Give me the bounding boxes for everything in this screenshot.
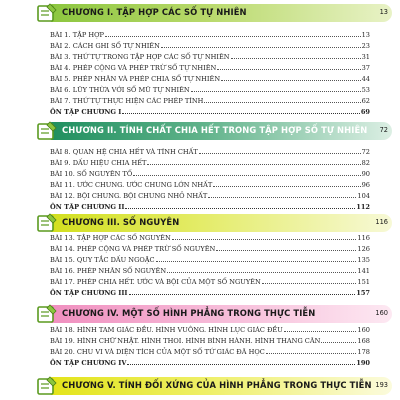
toc-review-entry[interactable] (50, 358, 370, 367)
chapter-page: 13 (379, 8, 388, 16)
entry-page: 135 (357, 256, 370, 264)
toc-entry[interactable] (50, 41, 370, 50)
notebook-pencil-icon (36, 212, 58, 234)
chapter-page: 193 (375, 381, 388, 389)
dot-leader (204, 96, 360, 103)
entry-page: 151 (357, 278, 370, 286)
notebook-pencil-icon (36, 2, 58, 24)
dot-leader (266, 347, 357, 354)
entry-page: 53 (361, 86, 370, 94)
entry-title: BÀI 5. PHÉP NHÂN VÀ PHÉP CHIA SỐ TỰ NHIÊN (50, 75, 221, 83)
toc-entry[interactable] (50, 180, 370, 189)
chapter-title: CHƯƠNG I. TẬP HỢP CÁC SỐ TỰ NHIÊN (62, 7, 247, 17)
toc-review-entry[interactable] (50, 288, 370, 297)
toc-review-entry[interactable] (50, 202, 370, 211)
dot-leader (221, 74, 360, 81)
entry-title: BÀI 16. PHÉP NHÂN SỐ NGUYÊN (50, 267, 167, 275)
toc-entry[interactable] (50, 191, 370, 200)
notebook-pencil-icon (36, 375, 58, 397)
toc-entry[interactable] (50, 96, 370, 105)
toc-entry[interactable] (50, 336, 370, 345)
entry-page: 90 (361, 170, 370, 178)
entry-title: ÔN TẬP CHƯƠNG I (50, 108, 122, 116)
entry-title: BÀI 8. QUAN HỆ CHIA HẾT VÀ TÍNH CHẤT (50, 148, 198, 156)
toc-review-entry[interactable] (50, 107, 370, 116)
entry-title: BÀI 2. CÁCH GHI SỐ TỰ NHIÊN (50, 42, 160, 50)
entry-page: 69 (360, 108, 370, 116)
notebook-pencil-icon (36, 303, 58, 325)
notebook-pencil-icon (36, 120, 58, 142)
entry-page: 160 (357, 326, 370, 334)
entry-page: 72 (361, 148, 370, 156)
dot-leader (156, 255, 357, 262)
entry-title: BÀI 19. HÌNH CHỮ NHẬT. HÌNH THOI. HÌNH BÌNH HÀNH. HÌNH THANG CÂN (50, 337, 321, 345)
toc-entry[interactable] (50, 277, 370, 286)
dot-leader (133, 169, 360, 176)
entry-title: BÀI 12. BỘI CHUNG. BỘI CHUNG NHỎ NHẤT (50, 192, 208, 200)
toc-entry[interactable] (50, 347, 370, 356)
entry-title: BÀI 20. CHU VI VÀ DIỆN TÍCH CỦA MỘT SỐ TỨ GIÁC ĐÃ HỌC (50, 348, 265, 356)
dot-leader (127, 358, 355, 365)
chapter-title: CHƯƠNG III. SỐ NGUYÊN (62, 217, 180, 227)
dot-leader (125, 202, 355, 209)
dot-leader (129, 288, 356, 295)
toc-entry[interactable] (50, 63, 370, 72)
toc-entry[interactable] (50, 266, 370, 275)
entry-page: 13 (361, 31, 370, 39)
entry-title: BÀI 10. SỐ NGUYÊN TỐ (50, 170, 133, 178)
entry-page: 141 (357, 267, 370, 275)
entry-page: 62 (361, 97, 370, 105)
dot-leader (321, 336, 356, 343)
entry-title: ÔN TẬP CHƯƠNG II (50, 203, 125, 211)
dot-leader (208, 191, 356, 198)
entry-page: 190 (356, 359, 370, 367)
entry-page: 116 (357, 234, 370, 242)
entry-page: 157 (356, 289, 370, 297)
dot-leader (231, 52, 361, 59)
entry-page: 126 (357, 245, 370, 253)
chapter-title: CHƯƠNG V. TÍNH ĐỐI XỨNG CỦA HÌNH PHẲNG TRONG THỰC TIỄN (62, 380, 372, 390)
entry-page: 82 (361, 159, 370, 167)
dot-leader (147, 158, 360, 165)
dot-leader (199, 147, 361, 154)
chapter-title: CHƯƠNG II. TÍNH CHẤT CHIA HẾT TRONG TẬP HỢP SỐ TỰ NHIÊN (62, 125, 368, 135)
toc-entry[interactable] (50, 325, 370, 334)
toc-entry[interactable] (50, 74, 370, 83)
entry-page: 178 (357, 348, 370, 356)
toc-entry[interactable] (50, 169, 370, 178)
chapter-page: 116 (375, 218, 388, 226)
toc-entry[interactable] (50, 147, 370, 156)
chapter-page: 72 (379, 126, 388, 134)
dot-leader (122, 107, 359, 114)
chapter-heading[interactable] (36, 214, 392, 232)
chapter-heading[interactable] (36, 305, 392, 323)
entry-title: BÀI 15. QUY TẮC DẤU NGOẶC (50, 256, 155, 264)
entry-page: 23 (361, 42, 370, 50)
toc-entry[interactable] (50, 85, 370, 94)
dot-leader (191, 85, 361, 92)
toc-entry[interactable] (50, 52, 370, 61)
entry-page: 37 (361, 64, 370, 72)
entry-title: BÀI 13. TẬP HỢP CÁC SỐ NGUYÊN (50, 234, 171, 242)
dot-leader (105, 30, 361, 37)
entry-title: ÔN TẬP CHƯƠNG IV (50, 359, 127, 367)
toc-entry[interactable] (50, 255, 370, 264)
entry-title: BÀI 7. THỨ TỰ THỰC HIỆN CÁC PHÉP TÍNH (50, 97, 204, 105)
entry-title: BÀI 3. THỨ TỰ TRONG TẬP HỢP CÁC SỐ TỰ NHIÊN (50, 53, 230, 61)
dot-leader (262, 277, 357, 284)
entry-title: BÀI 1. TẬP HỢP (50, 31, 104, 39)
chapter-heading[interactable] (36, 4, 392, 22)
entry-title: BÀI 4. PHÉP CỘNG VÀ PHÉP TRỪ SỐ TỰ NHIÊN (50, 64, 217, 72)
dot-leader (213, 180, 360, 187)
dot-leader (167, 266, 356, 273)
chapter-title: CHƯƠNG IV. MỘT SỐ HÌNH PHẲNG TRONG THỰC TIỄN (62, 308, 316, 318)
chapter-heading[interactable] (36, 377, 392, 395)
entry-page: 44 (361, 75, 370, 83)
entry-page: 104 (357, 192, 370, 200)
dot-leader (161, 41, 361, 48)
entry-title: BÀI 9. DẤU HIỆU CHIA HẾT (50, 159, 147, 167)
chapter-heading[interactable] (36, 122, 392, 140)
dot-leader (217, 63, 360, 70)
toc-entry[interactable] (50, 30, 370, 39)
toc-entry[interactable] (50, 244, 370, 253)
entry-title: BÀI 18. HÌNH TAM GIÁC ĐỀU. HÌNH VUÔNG. HÌNH LỤC GIÁC ĐỀU (50, 326, 283, 334)
entry-title: BÀI 6. LŨY THỪA VỚI SỐ MŨ TỰ NHIÊN (50, 86, 190, 94)
dot-leader (172, 233, 357, 240)
entry-page: 112 (356, 203, 370, 211)
toc-entry[interactable] (50, 158, 370, 167)
entry-page: 31 (361, 53, 370, 61)
entry-title: BÀI 14. PHÉP CỘNG VÀ PHÉP TRỪ SỐ NGUYÊN (50, 245, 216, 253)
entry-page: 96 (361, 181, 370, 189)
entry-title: BÀI 11. ƯỚC CHUNG. ƯỚC CHUNG LỚN NHẤT (50, 181, 213, 189)
entry-page: 168 (357, 337, 370, 345)
toc-entry[interactable] (50, 233, 370, 242)
dot-leader (284, 325, 357, 332)
dot-leader (216, 244, 356, 251)
entry-title: BÀI 17. PHÉP CHIA HẾT. ƯỚC VÀ BỘI CỦA MỘT SỐ NGUYÊN (50, 278, 261, 286)
chapter-page: 160 (375, 309, 388, 317)
entry-title: ÔN TẬP CHƯƠNG III (50, 289, 128, 297)
